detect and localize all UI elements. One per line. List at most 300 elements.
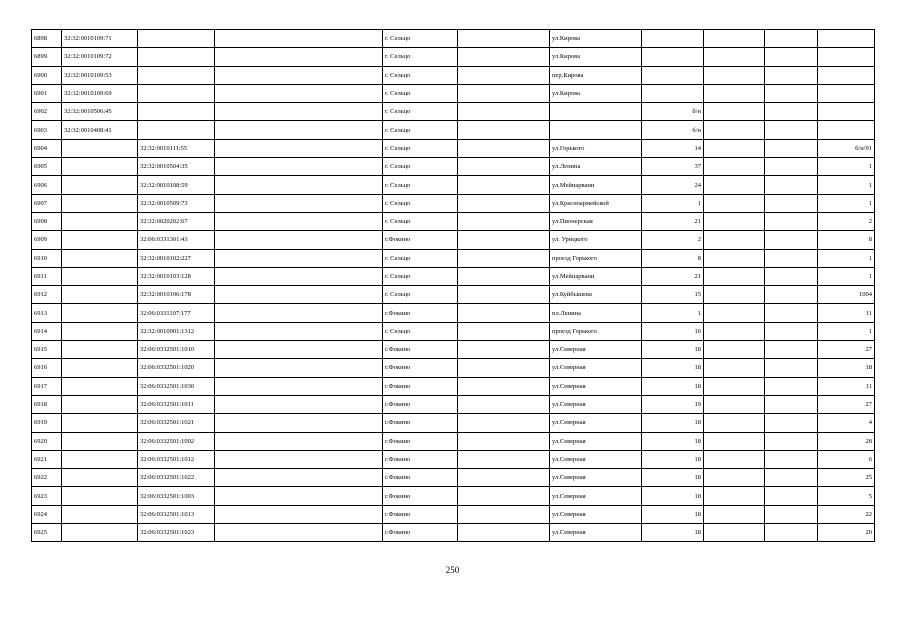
house-number-cell: 15 [642, 286, 704, 304]
empty-cell [765, 286, 818, 304]
empty-cell [704, 139, 765, 157]
empty-cell [765, 359, 818, 377]
empty-cell [765, 66, 818, 84]
house-number-cell [642, 84, 704, 102]
table-row [32, 432, 875, 450]
house-number-cell [642, 66, 704, 84]
registry-table [31, 29, 875, 542]
street-cell [550, 103, 642, 121]
locality-cell: г.Фокино [383, 304, 458, 322]
table-row [32, 414, 875, 432]
empty-cell [215, 377, 383, 395]
cadastral-number-alt-cell [138, 48, 215, 66]
house-number-cell: 37 [642, 158, 704, 176]
locality-cell: г. Сельцо [383, 30, 458, 48]
cadastral-number-alt-cell [138, 84, 215, 102]
street-cell: ул.Северная [550, 450, 642, 468]
apartment-number-cell: 1 [818, 194, 875, 212]
apartment-number-cell: 1 [818, 176, 875, 194]
empty-cell [704, 103, 765, 121]
table-row [32, 121, 875, 139]
empty-cell [458, 469, 550, 487]
empty-cell [765, 267, 818, 285]
cadastral-number-alt-cell: 32:32:0010901:1312 [138, 322, 215, 340]
empty-cell [458, 194, 550, 212]
empty-cell [704, 469, 765, 487]
empty-cell [215, 103, 383, 121]
cadastral-number-alt-cell [138, 121, 215, 139]
cadastral-number-alt-cell: 32:32:0010106:178 [138, 286, 215, 304]
apartment-number-cell: 1 [818, 158, 875, 176]
apartment-number-cell: 4 [818, 414, 875, 432]
row-number-cell: 6923 [32, 487, 62, 505]
empty-cell [458, 286, 550, 304]
empty-cell [215, 84, 383, 102]
cadastral-number-alt-cell: 32:32:0010108:59 [138, 176, 215, 194]
empty-cell [765, 103, 818, 121]
empty-cell [215, 359, 383, 377]
table-row [32, 267, 875, 285]
empty-cell [704, 158, 765, 176]
empty-cell [704, 432, 765, 450]
empty-cell [215, 286, 383, 304]
empty-cell [765, 377, 818, 395]
cadastral-number-alt-cell: 32:06:0332501:1011 [138, 395, 215, 413]
empty-cell [765, 176, 818, 194]
empty-cell [765, 231, 818, 249]
empty-cell [765, 304, 818, 322]
apartment-number-cell: 2 [818, 212, 875, 230]
cadastral-number-alt-cell: 32:06:0331301:43 [138, 231, 215, 249]
house-number-cell: 16 [642, 322, 704, 340]
apartment-number-cell: 20 [818, 524, 875, 542]
empty-cell [458, 212, 550, 230]
empty-cell [765, 505, 818, 523]
cadastral-number-cell: 32:32:0010109:71 [62, 30, 138, 48]
cadastral-number-alt-cell [138, 66, 215, 84]
apartment-number-cell: 8 [818, 231, 875, 249]
table-row [32, 322, 875, 340]
empty-cell [704, 322, 765, 340]
empty-cell [458, 414, 550, 432]
house-number-cell: 18 [642, 359, 704, 377]
empty-cell [765, 194, 818, 212]
empty-cell [458, 395, 550, 413]
cadastral-number-alt-cell: 32:06:0331107:177 [138, 304, 215, 322]
empty-cell [704, 359, 765, 377]
cadastral-number-cell [62, 359, 138, 377]
empty-cell [215, 176, 383, 194]
locality-cell: г. Сельцо [383, 48, 458, 66]
locality-cell: г. Сельцо [383, 249, 458, 267]
cadastral-number-cell: 32:32:0010109:72 [62, 48, 138, 66]
row-number-cell: 6905 [32, 158, 62, 176]
row-number-cell: 6902 [32, 103, 62, 121]
empty-cell [215, 212, 383, 230]
cadastral-number-alt-cell: 32:06:0332501:1010 [138, 341, 215, 359]
locality-cell: г.Фокино [383, 359, 458, 377]
house-number-cell: 18 [642, 469, 704, 487]
empty-cell [215, 524, 383, 542]
locality-cell: г. Сельцо [383, 66, 458, 84]
row-number-cell: 6924 [32, 505, 62, 523]
cadastral-number-cell [62, 158, 138, 176]
empty-cell [215, 341, 383, 359]
empty-cell [215, 48, 383, 66]
locality-cell: г.Фокино [383, 432, 458, 450]
empty-cell [458, 341, 550, 359]
empty-cell [704, 414, 765, 432]
row-number-cell: 6906 [32, 176, 62, 194]
empty-cell [458, 66, 550, 84]
house-number-cell: 18 [642, 341, 704, 359]
cadastral-number-alt-cell: 32:32:0010102:227 [138, 249, 215, 267]
row-number-cell: 6921 [32, 450, 62, 468]
table-row [32, 286, 875, 304]
empty-cell [458, 176, 550, 194]
empty-cell [765, 414, 818, 432]
row-number-cell: 6910 [32, 249, 62, 267]
locality-cell: г.Фокино [383, 341, 458, 359]
empty-cell [458, 48, 550, 66]
cadastral-number-cell [62, 487, 138, 505]
cadastral-number-alt-cell: 32:06:0332501:1023 [138, 524, 215, 542]
cadastral-number-cell [62, 469, 138, 487]
locality-cell: г. Сельцо [383, 212, 458, 230]
empty-cell [704, 249, 765, 267]
house-number-cell [642, 30, 704, 48]
table-row [32, 341, 875, 359]
empty-cell [215, 450, 383, 468]
cadastral-number-alt-cell: 32:06:0332501:1013 [138, 505, 215, 523]
cadastral-number-alt-cell: 32:32:0010103:128 [138, 267, 215, 285]
empty-cell [458, 231, 550, 249]
cadastral-number-cell [62, 450, 138, 468]
table-row [32, 304, 875, 322]
street-cell: ул. Урицкого [550, 231, 642, 249]
cadastral-number-cell [62, 304, 138, 322]
empty-cell [458, 103, 550, 121]
house-number-cell: 24 [642, 176, 704, 194]
row-number-cell: 6915 [32, 341, 62, 359]
table-row [32, 139, 875, 157]
row-number-cell: 6916 [32, 359, 62, 377]
apartment-number-cell [818, 103, 875, 121]
cadastral-number-cell [62, 322, 138, 340]
street-cell: ул.Северная [550, 432, 642, 450]
locality-cell: г.Фокино [383, 505, 458, 523]
cadastral-number-alt-cell [138, 103, 215, 121]
apartment-number-cell: 1 [818, 267, 875, 285]
house-number-cell: 1 [642, 304, 704, 322]
table-row [32, 48, 875, 66]
street-cell: ул.Кирова [550, 84, 642, 102]
apartment-number-cell: 1 [818, 249, 875, 267]
locality-cell: г.Фокино [383, 395, 458, 413]
empty-cell [458, 304, 550, 322]
cadastral-number-cell [62, 524, 138, 542]
empty-cell [215, 194, 383, 212]
empty-cell [215, 30, 383, 48]
street-cell: ул.Северная [550, 359, 642, 377]
empty-cell [765, 450, 818, 468]
table-row [32, 395, 875, 413]
cadastral-number-cell [62, 139, 138, 157]
street-cell: ул.Северная [550, 505, 642, 523]
table-row [32, 249, 875, 267]
empty-cell [704, 487, 765, 505]
empty-cell [704, 84, 765, 102]
empty-cell [215, 121, 383, 139]
row-number-cell: 6904 [32, 139, 62, 157]
house-number-cell: 2 [642, 231, 704, 249]
empty-cell [765, 322, 818, 340]
apartment-number-cell: 1004 [818, 286, 875, 304]
cadastral-number-alt-cell: 32:06:0332501:1030 [138, 377, 215, 395]
empty-cell [215, 139, 383, 157]
empty-cell [704, 304, 765, 322]
empty-cell [704, 341, 765, 359]
cadastral-number-cell [62, 212, 138, 230]
table-row [32, 176, 875, 194]
apartment-number-cell: 1 [818, 322, 875, 340]
empty-cell [458, 322, 550, 340]
row-number-cell: 6913 [32, 304, 62, 322]
street-cell: ул.Куйбышева [550, 286, 642, 304]
house-number-cell: 14 [642, 139, 704, 157]
locality-cell: г. Сельцо [383, 286, 458, 304]
locality-cell: г. Сельцо [383, 158, 458, 176]
street-cell: пл.Ленина [550, 304, 642, 322]
row-number-cell: 6908 [32, 212, 62, 230]
empty-cell [765, 469, 818, 487]
empty-cell [215, 432, 383, 450]
street-cell: ул.Северная [550, 395, 642, 413]
cadastral-number-alt-cell: 32:06:0332501:1022 [138, 469, 215, 487]
cadastral-number-cell [62, 341, 138, 359]
row-number-cell: 6907 [32, 194, 62, 212]
empty-cell [458, 450, 550, 468]
apartment-number-cell: б/н/91 [818, 139, 875, 157]
apartment-number-cell [818, 30, 875, 48]
cadastral-number-cell: 32:32:0010506:45 [62, 103, 138, 121]
cadastral-number-alt-cell: 32:32:0010509:73 [138, 194, 215, 212]
empty-cell [765, 158, 818, 176]
empty-cell [458, 158, 550, 176]
empty-cell [215, 66, 383, 84]
empty-cell [458, 121, 550, 139]
table-row [32, 212, 875, 230]
cadastral-number-cell [62, 395, 138, 413]
empty-cell [215, 395, 383, 413]
row-number-cell: 6912 [32, 286, 62, 304]
locality-cell: г.Фокино [383, 377, 458, 395]
empty-cell [458, 84, 550, 102]
table-row [32, 487, 875, 505]
cadastral-number-alt-cell [138, 30, 215, 48]
row-number-cell: 6900 [32, 66, 62, 84]
empty-cell [458, 524, 550, 542]
cadastral-number-cell [62, 267, 138, 285]
empty-cell [704, 121, 765, 139]
apartment-number-cell: 5 [818, 487, 875, 505]
empty-cell [215, 487, 383, 505]
street-cell: ул.Северная [550, 524, 642, 542]
empty-cell [765, 121, 818, 139]
table-row [32, 505, 875, 523]
empty-cell [765, 395, 818, 413]
cadastral-number-alt-cell: 32:06:0332501:1020 [138, 359, 215, 377]
row-number-cell: 6914 [32, 322, 62, 340]
house-number-cell: 18 [642, 524, 704, 542]
table-row [32, 84, 875, 102]
cadastral-number-cell [62, 231, 138, 249]
empty-cell [704, 395, 765, 413]
empty-cell [458, 359, 550, 377]
apartment-number-cell: 27 [818, 395, 875, 413]
house-number-cell: 19 [642, 395, 704, 413]
table-row [32, 30, 875, 48]
empty-cell [704, 66, 765, 84]
empty-cell [215, 322, 383, 340]
empty-cell [704, 450, 765, 468]
locality-cell: г. Сельцо [383, 139, 458, 157]
empty-cell [704, 377, 765, 395]
table-row [32, 194, 875, 212]
table-row [32, 158, 875, 176]
empty-cell [215, 267, 383, 285]
empty-cell [458, 139, 550, 157]
empty-cell [704, 212, 765, 230]
cadastral-number-cell [62, 432, 138, 450]
apartment-number-cell: 28 [818, 432, 875, 450]
empty-cell [215, 469, 383, 487]
empty-cell [458, 30, 550, 48]
locality-cell: г.Фокино [383, 469, 458, 487]
empty-cell [765, 139, 818, 157]
street-cell: ул.Северная [550, 377, 642, 395]
street-cell: проезд Горького [550, 249, 642, 267]
house-number-cell: 21 [642, 267, 704, 285]
empty-cell [704, 48, 765, 66]
table-row [32, 231, 875, 249]
locality-cell: г.Фокино [383, 487, 458, 505]
empty-cell [458, 249, 550, 267]
locality-cell: г. Сельцо [383, 267, 458, 285]
house-number-cell: 1 [642, 194, 704, 212]
table-row [32, 66, 875, 84]
house-number-cell: 18 [642, 414, 704, 432]
apartment-number-cell [818, 121, 875, 139]
house-number-cell: 18 [642, 487, 704, 505]
empty-cell [458, 432, 550, 450]
cadastral-number-alt-cell: 32:32:0010111:55 [138, 139, 215, 157]
apartment-number-cell: 18 [818, 359, 875, 377]
cadastral-number-cell: 32:32:0010408:41 [62, 121, 138, 139]
house-number-cell: 18 [642, 505, 704, 523]
apartment-number-cell: 11 [818, 377, 875, 395]
apartment-number-cell [818, 84, 875, 102]
cadastral-number-cell [62, 176, 138, 194]
street-cell: проезд Горького [550, 322, 642, 340]
empty-cell [765, 249, 818, 267]
house-number-cell: 18 [642, 432, 704, 450]
apartment-number-cell [818, 66, 875, 84]
cadastral-number-alt-cell: 32:32:0010504:35 [138, 158, 215, 176]
apartment-number-cell: 27 [818, 341, 875, 359]
empty-cell [458, 505, 550, 523]
empty-cell [765, 487, 818, 505]
empty-cell [704, 524, 765, 542]
cadastral-number-cell [62, 414, 138, 432]
locality-cell: г. Сельцо [383, 194, 458, 212]
row-number-cell: 6901 [32, 84, 62, 102]
locality-cell: г. Сельцо [383, 121, 458, 139]
house-number-cell: б/н [642, 121, 704, 139]
house-number-cell: 21 [642, 212, 704, 230]
empty-cell [765, 84, 818, 102]
empty-cell [704, 286, 765, 304]
table-row [32, 450, 875, 468]
cadastral-number-cell [62, 377, 138, 395]
row-number-cell: 6920 [32, 432, 62, 450]
row-number-cell: 6899 [32, 48, 62, 66]
table-row [32, 524, 875, 542]
row-number-cell: 6911 [32, 267, 62, 285]
row-number-cell: 6922 [32, 469, 62, 487]
empty-cell [704, 505, 765, 523]
cadastral-number-alt-cell: 32:06:0332501:1002 [138, 432, 215, 450]
locality-cell: г. Сельцо [383, 103, 458, 121]
row-number-cell: 6919 [32, 414, 62, 432]
empty-cell [458, 377, 550, 395]
empty-cell [704, 267, 765, 285]
cadastral-number-cell: 32:32:0010109:53 [62, 66, 138, 84]
locality-cell: г. Сельцо [383, 322, 458, 340]
row-number-cell: 6898 [32, 30, 62, 48]
cadastral-number-cell [62, 194, 138, 212]
table-row [32, 359, 875, 377]
street-cell: ул.Северная [550, 469, 642, 487]
empty-cell [215, 505, 383, 523]
apartment-number-cell [818, 48, 875, 66]
empty-cell [765, 341, 818, 359]
street-cell: ул.Мейпарвани [550, 267, 642, 285]
empty-cell [215, 231, 383, 249]
empty-cell [765, 432, 818, 450]
row-number-cell: 6917 [32, 377, 62, 395]
house-number-cell [642, 48, 704, 66]
cadastral-number-cell [62, 286, 138, 304]
cadastral-number-alt-cell: 32:06:0332501:1003 [138, 487, 215, 505]
house-number-cell: 18 [642, 377, 704, 395]
apartment-number-cell: 11 [818, 304, 875, 322]
empty-cell [458, 487, 550, 505]
row-number-cell: 6918 [32, 395, 62, 413]
empty-cell [765, 30, 818, 48]
empty-cell [458, 267, 550, 285]
cadastral-number-alt-cell: 32:06:0332501:1021 [138, 414, 215, 432]
locality-cell: г. Сельцо [383, 84, 458, 102]
cadastral-number-alt-cell: 32:06:0332501:1012 [138, 450, 215, 468]
page-number: 250 [445, 565, 460, 575]
street-cell: ул.Ленина [550, 158, 642, 176]
street-cell: ул.Северная [550, 487, 642, 505]
empty-cell [704, 30, 765, 48]
apartment-number-cell: 25 [818, 469, 875, 487]
table-row [32, 103, 875, 121]
empty-cell [215, 158, 383, 176]
